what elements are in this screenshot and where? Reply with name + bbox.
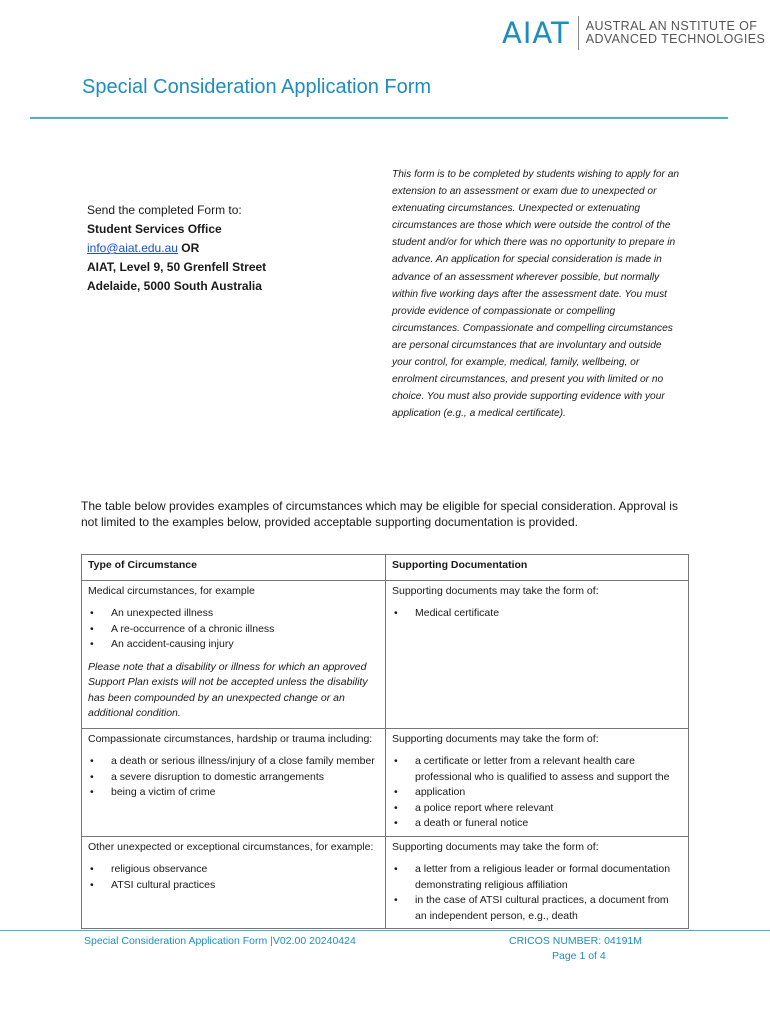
- column-header-documentation: Supporting Documentation: [386, 555, 689, 581]
- list-item: • An unexpected illness: [88, 606, 379, 622]
- logo-name: [586, 20, 766, 46]
- logo-name-line1: AUSTRAL AN NSTITUTE OF: [585, 19, 758, 33]
- table-row-compassionate: [82, 728, 689, 836]
- title-divider: [30, 117, 728, 119]
- circumstance-list: [88, 754, 379, 801]
- list-item: • a certificate or letter from a relevant health care professional who is qualified to assess and support the: [392, 754, 682, 785]
- documentation-intro: Supporting documents may take the form of:: [392, 584, 599, 597]
- table-row-medical: [82, 580, 689, 728]
- logo-name-line2: ADVANCED TECHNOLOGIES: [585, 32, 766, 46]
- footer-cricos-number: CRICOS NUMBER: 04191M: [509, 935, 643, 947]
- footer-divider: [0, 930, 770, 931]
- table-row-other: [82, 836, 689, 929]
- list-item: • Medical certificate: [392, 606, 682, 622]
- list-item: • a police report where relevant: [392, 801, 682, 817]
- list-item: • A re-occurrence of a chronic illness: [88, 622, 379, 638]
- send-to-office: Student Services Office: [87, 222, 222, 236]
- documentation-list: [392, 862, 682, 924]
- circumstance-title: Other unexpected or exceptional circumstances, for example:: [88, 840, 374, 853]
- list-item: • a death or funeral notice: [392, 816, 682, 832]
- list-item: • An accident-causing injury: [88, 637, 379, 653]
- list-item: • in the case of ATSI cultural practices, a document from an independent person, e.g., death: [392, 893, 682, 924]
- send-to-address-line1: AIAT, Level 9, 50 Grenfell Street: [87, 260, 267, 274]
- circumstances-table: [81, 554, 689, 929]
- email-link[interactable]: info@aiat.edu.au: [87, 241, 178, 255]
- form-notice: This form is to be completed by students wishing to apply for an extension to an assessment or exam due to unexpected or extenuating circumstances. Unexpected or extenuating circumstances are those which were outside the control of the student and/or for which there was no opportunity to prepare in advance. An application for special consideration is made in advance of an assessment wherever possible, but normally within five working days after the assessment date. You must provide evidence of compassionate or compelling circumstances. Compassionate and compelling circumstances are personal circumstances that are involuntary and outside your control, for example, medical, family, wellbeing, or enrolment circumstances, and present you with limited or no choice. You must also provide supporting evidence with your application (e.g., a medical certificate).: [392, 169, 680, 420]
- page-number: Page 1 of 4: [552, 950, 606, 962]
- send-to-or: OR: [181, 241, 200, 255]
- column-header-type: Type of Circumstance: [82, 555, 386, 581]
- send-to-address-line2: Adelaide, 5000 South Australia: [87, 279, 262, 293]
- circumstance-list: [88, 862, 379, 893]
- list-item: • application: [392, 785, 682, 801]
- send-to-label: Send the completed Form to:: [87, 203, 242, 217]
- documentation-list: [392, 754, 682, 832]
- table-header-row: [82, 555, 689, 581]
- page-title: Special Consideration Application Form: [82, 76, 432, 98]
- circumstance-cell: [82, 580, 386, 728]
- list-item: • being a victim of crime: [88, 785, 379, 801]
- logo-mark: AIAT: [502, 16, 570, 50]
- circumstance-title: Compassionate circumstances, hardship or trauma including:: [88, 732, 373, 745]
- send-to-block: [87, 201, 266, 296]
- documentation-cell: [386, 580, 689, 728]
- circumstance-cell: [82, 836, 386, 929]
- institute-logo: [502, 16, 765, 50]
- disability-note: Please note that a disability or illness for which an approved Support Plan exists will not be accepted unless the disability has been compounded by an unexpected change or an additional condition.: [88, 660, 368, 719]
- circumstance-list: [88, 606, 379, 653]
- list-item: • ATSI cultural practices: [88, 878, 379, 894]
- documentation-cell: [386, 836, 689, 929]
- logo-divider: [578, 16, 579, 50]
- circumstance-cell: [82, 728, 386, 836]
- documentation-list: [392, 606, 682, 622]
- documentation-cell: [386, 728, 689, 836]
- documentation-intro: Supporting documents may take the form of:: [392, 840, 599, 853]
- intro-paragraph: The table below provides examples of circumstances which may be eligible for special consideration. Approval is not limited to the examples below, provided acceptable supporting documentation is provided.: [81, 499, 678, 529]
- list-item: • religious observance: [88, 862, 379, 878]
- documentation-intro: Supporting documents may take the form of:: [392, 732, 599, 745]
- circumstance-title: Medical circumstances, for example: [88, 584, 255, 597]
- list-item: • a severe disruption to domestic arrangements: [88, 770, 379, 786]
- list-item: • a death or serious illness/injury of a close family member: [88, 754, 379, 770]
- list-item: • a letter from a religious leader or formal documentation demonstrating religious affiliation: [392, 862, 682, 893]
- footer-form-reference: Special Consideration Application Form |V02.00 20240424: [84, 935, 356, 947]
